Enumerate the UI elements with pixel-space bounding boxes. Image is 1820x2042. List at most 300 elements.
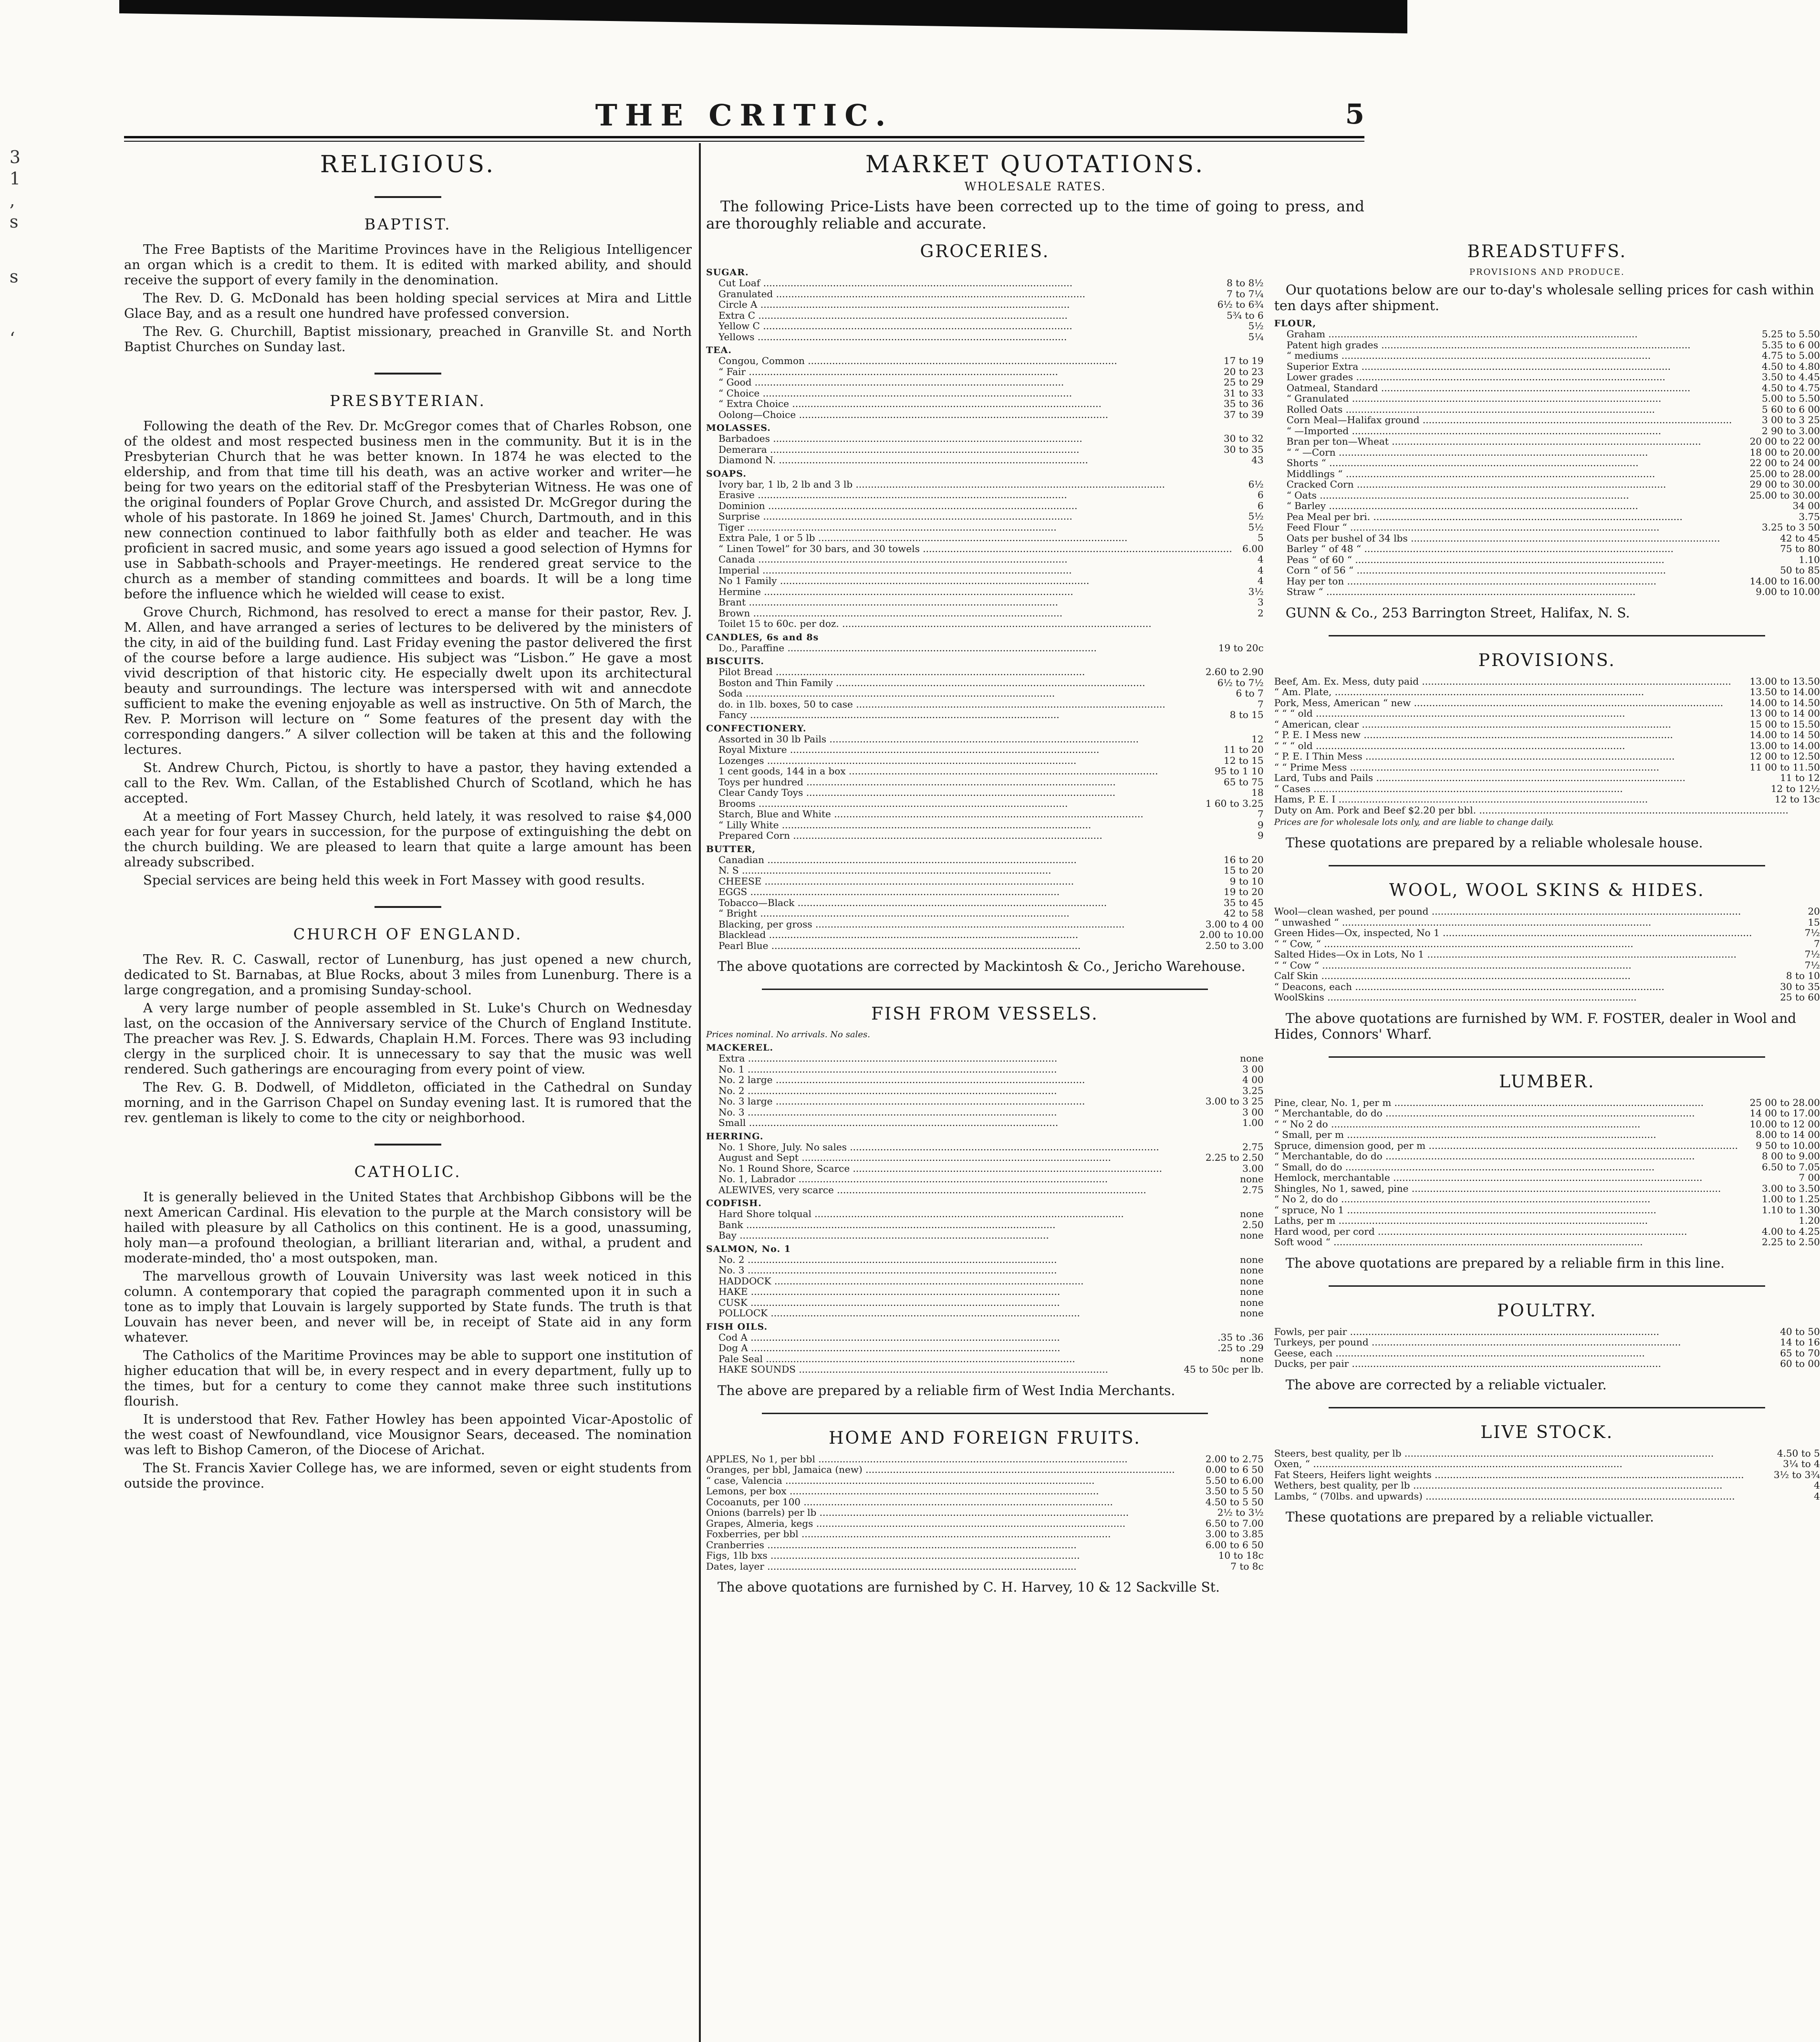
price-value: 2.25 to 2.50 [1205, 1152, 1264, 1163]
price-value: 42 to 58 [1224, 907, 1264, 919]
price-row [706, 532, 1264, 543]
price-value: 2.75 [1242, 1184, 1264, 1196]
price-item: “ Bright ..... [706, 908, 1221, 919]
price-item: “ spruce, No 1 ..... [1274, 1205, 1759, 1216]
price-row [1274, 719, 1820, 730]
price-item: Pork, Mess, American “ new ..... [1274, 698, 1747, 708]
price-item: “ P. E. I Thin Mess ..... [1274, 751, 1747, 762]
price-item: Blacklead ..... [706, 929, 1196, 940]
price-row [1274, 676, 1820, 687]
price-item: Hemlock, merchantable ..... [1274, 1172, 1789, 1183]
price-row [1274, 415, 1820, 426]
catholic-paragraph: The St. Francis Xavier College has, we are informed, seven or eight students from outside the province. [124, 1460, 692, 1491]
price-row [706, 734, 1264, 745]
price-value: 2.25 to 2.50 [1762, 1236, 1820, 1248]
price-value: 1.10 to 1.30 [1762, 1204, 1820, 1216]
price-item: Clear Candy Toys ..... [706, 787, 1232, 798]
price-item: Brant ..... [706, 597, 1232, 608]
price-item: APPLES, No 1, per bbl ..... [706, 1454, 1203, 1465]
price-value: 11 to 20 [1224, 744, 1264, 755]
price-item: Pine, clear, No. 1, per m ..... [1274, 1097, 1747, 1108]
price-item: “ Good ..... [706, 377, 1221, 388]
price-row [1274, 1108, 1820, 1119]
price-item: Blacking, per gross ..... [706, 919, 1203, 930]
price-item: Geese, each ..... [1274, 1348, 1777, 1359]
religious-column [124, 146, 692, 1494]
price-value: 30 to 32 [1224, 433, 1264, 444]
price-value: 6½ [1248, 478, 1264, 490]
price-item: Yellow C ..... [706, 321, 1232, 332]
price-row [706, 278, 1264, 289]
price-item: Oatmeal, Standard ..... [1274, 383, 1759, 394]
price-row [706, 597, 1264, 608]
price-row [706, 500, 1264, 511]
price-row [1274, 1140, 1820, 1151]
church-of-england-paragraph: A very large number of people assembled in St. Luke's Church on Wednesday last, on the occasion of the Anniversary service of the Church of England Institute. The preacher was Rev. J. S. Edwards, Chaplain H.M. Forces. There was 93 including clergy in the surpliced choir. It is unnecessary to say that the music was well rendered. Such gatherings are encouraging from every point of view. [124, 1000, 692, 1077]
price-item: Corn “ of 56 “ ..... [1274, 565, 1777, 576]
price-value: 15 [1808, 916, 1820, 928]
price-value: 4.50 to 4.75 [1762, 382, 1820, 394]
price-item: Toys per hundred ..... [706, 777, 1221, 788]
price-value: 5½ [1248, 320, 1264, 332]
breadstuffs-list [1274, 318, 1820, 597]
price-item: Barbadoes ..... [706, 433, 1221, 444]
catholic-paragraph: It is generally believed in the United States that Archbishop Gibbons will be the next American Cardinal. His elevation to the purple at the March consistory will be hailed with pleasure by all Catholics on this continent. He is a good, unassuming, holy man—a profound theologian, a brilliant literarian and, withal, a prudent and moderate-minded, tho' a most outspoken, man. [124, 1189, 692, 1266]
religious-title: RELIGIOUS. [320, 150, 496, 178]
price-row [706, 355, 1264, 366]
price-value: 6 to 7 [1236, 688, 1264, 699]
price-row [706, 787, 1264, 798]
price-row [1274, 500, 1820, 511]
price-row [1274, 1348, 1820, 1359]
price-row [1274, 1183, 1820, 1194]
price-value: 4 [1257, 575, 1264, 586]
price-row [1274, 772, 1820, 783]
baptist-paragraph: The Free Baptists of the Maritime Provinces have in the Religious Intelligencer an organ which is a credit to them. It is edited with marked ability, and should receive the support of every family in the denomination. [124, 242, 692, 288]
price-row [706, 1053, 1264, 1064]
price-value: none [1240, 1296, 1264, 1308]
price-row [706, 1174, 1264, 1185]
price-item: Calf Skin ..... [1274, 970, 1783, 981]
price-value: 13 00 to 14 00 [1749, 708, 1820, 719]
groceries-list [706, 267, 1264, 951]
breadstuffs-tag: PROVISIONS AND PRODUCE. [1469, 267, 1625, 277]
breadstuffs-heading: BREADSTUFFS. [1467, 242, 1627, 261]
price-value: 5½ [1248, 510, 1264, 522]
price-row [706, 310, 1264, 321]
provisions-note: These quotations are prepared by a reliable wholesale house. [1285, 835, 1703, 851]
price-row [706, 897, 1264, 908]
price-value: none [1240, 1229, 1264, 1241]
price-value: 3 [1257, 596, 1264, 608]
price-value: 7½ [1804, 927, 1820, 938]
price-row [1274, 1205, 1820, 1216]
price-row [1274, 970, 1820, 981]
price-value: none [1240, 1353, 1264, 1365]
price-value: 50 to 85 [1780, 564, 1820, 576]
presbyterian-paragraph: Following the death of the Rev. Dr. McGregor comes that of Charles Robson, one of the oldest and most respected business men in the community. But it is in the Presbyterian Church that he was better known. In 1874 he was elected to the eldership, and from that time till his death, was an active worker and writer—he being for two years on the editorial staff of the Presbyterian Witness. He was one of the original founders of Poplar Grove Church, and assisted Dr. McGregor during the whole of his pastorate. In 1869 he joined St. James' Church, Dartmouth, and in this new connection continued to labor faithfully both as elder and teacher. He was proficient in sacred music, and some years ago issued a good selection of Hymns for use in Sabbath-schools and Prayer-meetings. He rendered great service to the church as a member of standing committees and boards. It will be a long time before the influence which he wielded will cease to exist. [124, 418, 692, 602]
price-item: Surprise ..... [706, 511, 1232, 522]
price-item: “ “ —Corn ..... [1274, 447, 1747, 458]
price-value: 20 00 to 22 00 [1749, 436, 1820, 447]
price-item: Lozenges ..... [706, 755, 1221, 766]
price-row [706, 1107, 1264, 1118]
price-item: Steers, best quality, per lb ..... [1274, 1448, 1774, 1459]
price-value: 15 to 20 [1224, 865, 1264, 876]
price-row [1274, 1358, 1820, 1369]
divider [1329, 635, 1765, 636]
poultry-note: The above are corrected by a reliable victualer. [1285, 1376, 1607, 1393]
price-row [1274, 458, 1820, 469]
price-row [1274, 938, 1820, 949]
price-category: MACKEREL. [706, 1042, 774, 1053]
price-row [1274, 917, 1820, 928]
price-value: 1.00 [1242, 1117, 1264, 1128]
wool-note: The above quotations are furnished by WM. F. FOSTER, dealer in Wool and Hides, Connors' Wharf. [1274, 1010, 1797, 1042]
price-item: Yellows ..... [706, 332, 1232, 343]
price-row [706, 766, 1264, 777]
price-row [706, 1276, 1264, 1287]
price-row [706, 908, 1264, 919]
price-value: 15 00 to 15.50 [1749, 718, 1820, 730]
market-subtitle: WHOLESALE RATES. [964, 180, 1106, 193]
price-row [706, 543, 1264, 554]
price-item: Hay per ton ..... [1274, 576, 1747, 587]
price-row [706, 929, 1264, 940]
price-item: No 1 Family ..... [706, 575, 1232, 586]
price-row [706, 1254, 1264, 1265]
price-value: 3.00 to 3.85 [1205, 1528, 1264, 1540]
price-value: none [1240, 1307, 1264, 1319]
price-value: 12 to 15 [1224, 754, 1264, 766]
price-value: none [1240, 1052, 1264, 1064]
price-item: Circle A ..... [706, 299, 1215, 310]
price-item: Cod A ..... [706, 1332, 1215, 1343]
presbyterian-paragraph: Grove Church, Richmond, has resolved to erect a manse for their pastor, Rev. J. M. Allen, and have arranged a series of lectures to be delivered by the ministers of the city, in aid of the building fund. Last Friday evening the pastor delivered the first of the course before a large audience. His subject was “Lisbon.” He gave a most vivid description of that historic city. He especially dwelt upon its architectural beauty and surroundings. The lecture was interspersed with wit and annecdote sufficient to make the evening enjoyable as well as instructive. On 5th of March, the Rev. P. Morrison will lecture on “ Some features of the present day with the corresponding dangers.” A silver collection will be taken at this and the following lectures. [124, 604, 692, 757]
price-value: 6 [1257, 500, 1264, 511]
price-value: 2.75 [1242, 1141, 1264, 1153]
fish-intro: Prices nominal. No arrivals. No sales. [706, 1030, 870, 1040]
price-value: 5.00 to 5.50 [1762, 393, 1820, 404]
price-value: 5 60 to 6 00 [1762, 403, 1820, 415]
price-value: 20 [1808, 906, 1820, 917]
price-value: 3.50 to 5 50 [1205, 1485, 1264, 1497]
price-row [706, 1486, 1264, 1497]
price-item: Diamond N. ..... [706, 455, 1232, 466]
price-value: 2.50 to 3.00 [1205, 939, 1264, 951]
price-value: 3 00 to 3 25 [1762, 414, 1820, 426]
price-row [706, 1163, 1264, 1174]
price-value: 3½ to 3¾ [1773, 1469, 1820, 1480]
price-item: Straw “ ..... [1274, 586, 1753, 597]
church-of-england-paragraph: The Rev. G. B. Dodwell, of Middleton, officiated in the Cathedral on Sunday morning, and in the Garrison Chapel on Sunday evening last. It is rumored that the rev. gentleman is likely to come to the city or neighborhood. [124, 1080, 692, 1125]
price-row [1274, 522, 1820, 533]
price-row [706, 511, 1264, 522]
newspaper-title: THE CRITIC. [595, 98, 894, 133]
price-value: 6½ to 6¾ [1217, 299, 1264, 310]
price-row [706, 618, 1264, 629]
price-item: Granulated ..... [706, 289, 1224, 300]
price-row [1274, 1337, 1820, 1348]
price-item: No. 1 ..... [706, 1064, 1232, 1075]
breadstuffs-note: GUNN & Co., 253 Barrington Street, Halifax, N. S. [1285, 604, 1630, 621]
price-item: Ivory bar, 1 lb, 2 lb and 3 lb ..... [706, 479, 1232, 490]
price-item: Toilet 15 to 60c. per doz. ..... [706, 618, 1232, 629]
price-item: No. 2 large ..... [706, 1074, 1232, 1085]
price-row [706, 332, 1264, 343]
price-item: Prepared Corn ..... [706, 830, 1232, 841]
price-item: “ Cases ..... [1274, 783, 1768, 794]
price-item: Brown ..... [706, 608, 1232, 619]
price-row [1274, 1129, 1820, 1140]
price-item: No. 1, Labrador ..... [706, 1174, 1232, 1185]
price-value: 16 to 20 [1224, 854, 1264, 865]
price-item: Lambs, “ (70lbs. and upwards) ..... [1274, 1491, 1789, 1502]
price-item: Spruce, dimension good, per m ..... [1274, 1140, 1753, 1151]
price-value: 7½ [1804, 948, 1820, 960]
price-row [1274, 426, 1820, 437]
price-item: “ Extra Choice ..... [706, 398, 1221, 409]
price-value: 4 [1814, 1490, 1820, 1502]
price-category: BISCUITS. [706, 656, 765, 667]
divider [1329, 1285, 1765, 1287]
price-value [1232, 618, 1264, 629]
price-value: 3.00 [1242, 1162, 1264, 1174]
price-value: 6 [1257, 489, 1264, 500]
price-value: 6.00 [1242, 542, 1264, 554]
price-row [1274, 1194, 1820, 1205]
price-row [706, 1550, 1264, 1561]
price-row [1274, 783, 1820, 794]
price-item: Starch, Blue and White ..... [706, 809, 1232, 820]
price-item: “ Am. Plate, ..... [1274, 687, 1747, 698]
price-value: .35 to .36 [1217, 1331, 1264, 1343]
price-item: Boston and Thin Family ..... [706, 677, 1215, 688]
price-row [1274, 805, 1820, 816]
price-item: “ “ No 2 do ..... [1274, 1119, 1747, 1130]
price-value: 1 60 to 3.25 [1205, 797, 1264, 809]
price-row [1274, 981, 1820, 992]
price-value: 13.00 to 14.00 [1749, 740, 1820, 751]
price-value: none [1240, 1208, 1264, 1219]
price-row [1274, 1237, 1820, 1248]
price-row [706, 575, 1264, 586]
price-item: “ Deacons, each ..... [1274, 981, 1777, 992]
price-category: FISH OILS. [706, 1321, 768, 1332]
price-item: Pea Meal per bri. ..... [1274, 511, 1789, 522]
divider [1329, 1056, 1765, 1058]
price-item: “ Merchantable, do do ..... [1274, 1108, 1747, 1119]
price-row [1274, 350, 1820, 361]
page-number: 5 [1345, 98, 1364, 130]
price-item: ALEWIVES, very scarce ..... [706, 1185, 1232, 1196]
price-item: “ case, Valencia ..... [706, 1475, 1203, 1486]
church-of-england-paragraph: The Rev. R. C. Caswall, rector of Lunenburg, has just opened a new church, dedicated to St. Barnabas, at Blue Rocks, about 3 miles from Lunenburg. There is a large congregation, and a promising Sunday-school. [124, 952, 692, 998]
price-value: 5.25 to 5.50 [1762, 328, 1820, 340]
price-value: 35 to 45 [1224, 896, 1264, 908]
presbyterian-paragraph: At a meeting of Fort Massey Church, held lately, it was resolved to raise $4,000 each year for four years in succession, for the purpose of extinguishing the debt on the church building. We are pleased to learn that quite a large amount has been already subscribed. [124, 809, 692, 870]
price-item: No. 3 large ..... [706, 1096, 1203, 1107]
price-value: 35 to 36 [1224, 398, 1264, 409]
price-category: HERRING. [706, 1131, 764, 1142]
price-value: 11 to 12 [1780, 772, 1820, 783]
price-item: Green Hides—Ox, inspected, No 1 ..... [1274, 927, 1789, 938]
price-row [706, 1529, 1264, 1540]
price-row [706, 709, 1264, 720]
price-value [1789, 805, 1820, 816]
masthead-rule [124, 136, 1364, 138]
price-item: HAKE SOUNDS ..... [706, 1364, 1181, 1375]
price-row [1274, 383, 1820, 394]
price-value: 25.00 to 28.00 [1749, 468, 1820, 479]
price-value: 6.50 to 7.05 [1762, 1161, 1820, 1173]
price-value: 3¼ to 4 [1783, 1458, 1820, 1469]
price-item: Erasive ..... [706, 490, 1232, 500]
baptist-paragraph: The Rev. D. G. McDonald has been holding special services at Mira and Little Glace Bay, and as a result one hundred have professed conversion. [124, 291, 692, 321]
divider [1329, 865, 1765, 866]
price-row [706, 1343, 1264, 1354]
price-item: “ American, clear ..... [1274, 719, 1747, 730]
price-value: 2 90 to 3.00 [1762, 425, 1820, 437]
price-value: none [1240, 1264, 1264, 1276]
price-item: Brooms ..... [706, 798, 1203, 809]
price-value: 22 00 to 24 00 [1749, 457, 1820, 469]
price-item: No. 2 ..... [706, 1254, 1232, 1265]
price-item: “ No 2, do do ..... [1274, 1194, 1759, 1205]
price-item: Soft wood “ ..... [1274, 1237, 1759, 1248]
price-row [1274, 1226, 1820, 1237]
price-item: Bran per ton—Wheat ..... [1274, 436, 1747, 447]
livestock-list [1274, 1448, 1820, 1502]
price-row [706, 388, 1264, 399]
price-item: Cranberries ..... [706, 1540, 1203, 1551]
price-item: WoolSkins ..... [1274, 992, 1777, 1003]
price-row [706, 377, 1264, 388]
price-value: 6½ to 7½ [1217, 677, 1264, 688]
price-value: 8 to 8½ [1227, 277, 1264, 289]
price-row [706, 433, 1264, 444]
price-row [706, 1219, 1264, 1230]
price-item: “ Small, do do ..... [1274, 1162, 1759, 1173]
price-value: 7 to 8c [1230, 1560, 1264, 1572]
price-value: 14 to 16 [1780, 1336, 1820, 1348]
price-value: 12 to 13c [1774, 793, 1820, 805]
price-item: “ “ “ old ..... [1274, 740, 1747, 751]
price-row [706, 586, 1264, 597]
price-item: Oranges, per bbl, Jamaica (new) ..... [706, 1464, 1203, 1475]
price-row [1274, 906, 1820, 917]
price-item: Bay ..... [706, 1230, 1232, 1241]
price-value: 4.50 to 5 [1777, 1447, 1820, 1459]
price-row [706, 744, 1264, 755]
price-value: 31 to 33 [1224, 387, 1264, 399]
price-value: 7 [1257, 808, 1264, 820]
price-row [1274, 340, 1820, 351]
price-value: 18 00 to 20.00 [1749, 446, 1820, 458]
price-item: Superior Extra ..... [1274, 361, 1759, 372]
price-row [706, 1265, 1264, 1276]
price-value: 3.00 to 3 25 [1205, 1095, 1264, 1107]
price-category: CANDLES, 6s and 8s [706, 632, 819, 643]
fish-list [706, 1042, 1264, 1375]
price-category: CONFECTIONERY. [706, 723, 807, 734]
price-item: Barley “ of 48 “ ..... [1274, 543, 1777, 554]
groceries-heading: GROCERIES. [920, 242, 1050, 261]
price-item: Hard wood, per cord ..... [1274, 1226, 1759, 1237]
price-item: Peas “ of 60 “ ..... [1274, 554, 1789, 565]
divider [374, 196, 441, 198]
presbyterian-heading: PRESBYTERIAN. [330, 392, 486, 410]
price-row [706, 688, 1264, 699]
price-value: 7 [1257, 698, 1264, 710]
price-row [706, 1230, 1264, 1241]
price-row [706, 865, 1264, 876]
price-category: CODFISH. [706, 1198, 762, 1209]
price-row [1274, 751, 1820, 762]
price-item: Imperial ..... [706, 565, 1232, 576]
price-item: Extra ..... [706, 1053, 1232, 1064]
price-item: Extra C ..... [706, 310, 1224, 321]
price-row [706, 1540, 1264, 1551]
price-value: none [1240, 1286, 1264, 1297]
price-row [706, 667, 1264, 677]
price-value: 2 [1257, 607, 1264, 619]
price-value: none [1240, 1173, 1264, 1185]
price-item: Onions (barrels) per lb ..... [706, 1507, 1215, 1518]
price-value: 3 00 [1242, 1063, 1264, 1075]
price-value: 4 [1257, 564, 1264, 576]
divider [374, 373, 441, 375]
price-value: 75 to 80 [1780, 543, 1820, 554]
price-item: Tiger ..... [706, 522, 1232, 533]
price-value: 19 to 20 [1224, 886, 1264, 897]
price-category: FLOUR, [1274, 318, 1317, 329]
price-value: 2.50 [1242, 1219, 1264, 1230]
price-value: 14.00 to 16.00 [1749, 575, 1820, 587]
price-value: 4.50 to 4.80 [1762, 360, 1820, 372]
price-row [706, 755, 1264, 766]
price-item: “ Fair ..... [706, 366, 1221, 377]
price-value: 25 00 to 28.00 [1749, 1096, 1820, 1108]
price-item: Hermine ..... [706, 586, 1232, 597]
price-item: Dominion ..... [706, 500, 1232, 511]
price-item: Bank ..... [706, 1219, 1232, 1230]
price-row [706, 1096, 1264, 1107]
price-item: HADDOCK ..... [706, 1276, 1232, 1287]
price-item: EGGS ..... [706, 886, 1221, 897]
price-value: 4.50 to 5 50 [1205, 1496, 1264, 1508]
catholic-paragraph: The marvellous growth of Louvain University was last week noticed in this column. A contemporary that copied the paragraph commented upon it in such a tone as to imply that Louvain is largely supported by State funds. The truth is that Louvain has never been, and never will be, in receipt of State aid in any form whatever. [124, 1269, 692, 1345]
fish-heading: FISH FROM VESSELS. [871, 1004, 1099, 1024]
price-value: 20 to 23 [1224, 365, 1264, 377]
price-value: 8 to 15 [1229, 709, 1264, 720]
price-row [1274, 511, 1820, 522]
price-item: No. 3 ..... [706, 1107, 1232, 1118]
price-item: Pearl Blue ..... [706, 940, 1203, 951]
price-value: 25.00 to 30.00 [1749, 489, 1820, 501]
price-value: 1.20 [1799, 1215, 1820, 1226]
price-item: Demerara ..... [706, 444, 1221, 455]
price-item: 1 cent goods, 144 in a box ..... [706, 766, 1212, 777]
price-value: 3 00 [1242, 1106, 1264, 1118]
price-item: August and Sept ..... [706, 1152, 1203, 1163]
groceries-note: The above quotations are corrected by Mackintosh & Co., Jericho Warehouse. [718, 958, 1246, 974]
price-value: 4 [1814, 1479, 1820, 1491]
price-row [1274, 1480, 1820, 1491]
price-item: “ Small, per m ..... [1274, 1129, 1753, 1140]
price-row [1274, 576, 1820, 587]
catholic-paragraph: It is understood that Rev. Father Howley has been appointed Vicar-Apostolic of the west coast of Newfoundland, vice Mousignor Sears, deceased. The nomination was left to Bishop Cameron, of the Diocese of Arichat. [124, 1412, 692, 1458]
